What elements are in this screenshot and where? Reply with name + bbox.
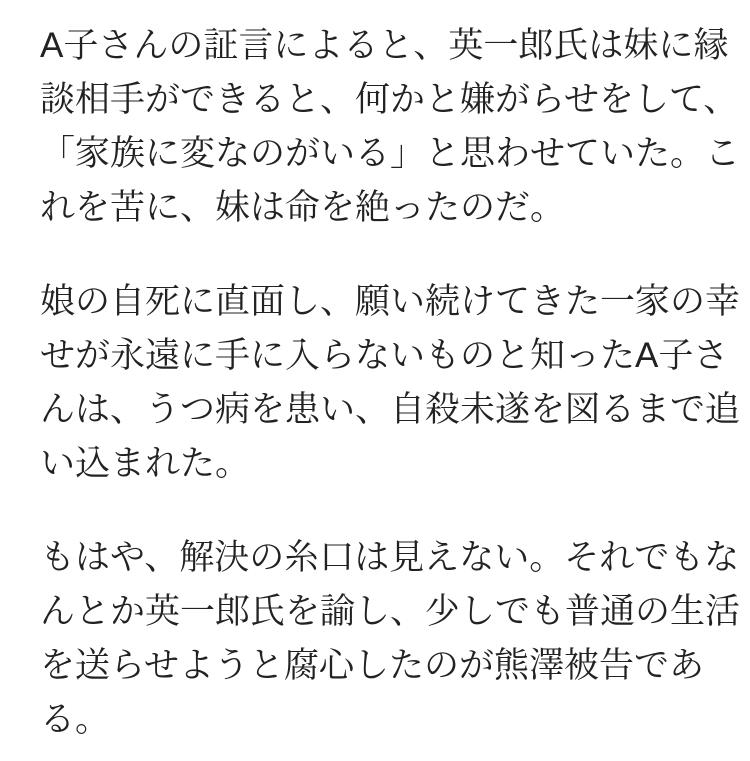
paragraph-1: A子さんの証言によると、英一郎氏は妹に縁談相手ができると、何かと嫌がらせをして、「家族に変なのがいる」と思わせていた。これを苦に、妹は命を絶ったのだ。 <box>40 26 741 227</box>
paragraph-2: 娘の自死に直面し、願い続けてきた一家の幸せが永遠に手に入らないものと知ったA子さんは、うつ病を患い、自殺未遂を図るまで追い込まれた。 <box>40 282 741 483</box>
paragraph-3: もはや、解決の糸口は見えない。それでもなんとか英一郎氏を諭し、少しでも普通の生活を送らせようと腐心したのが熊澤被告である。 <box>40 538 741 739</box>
